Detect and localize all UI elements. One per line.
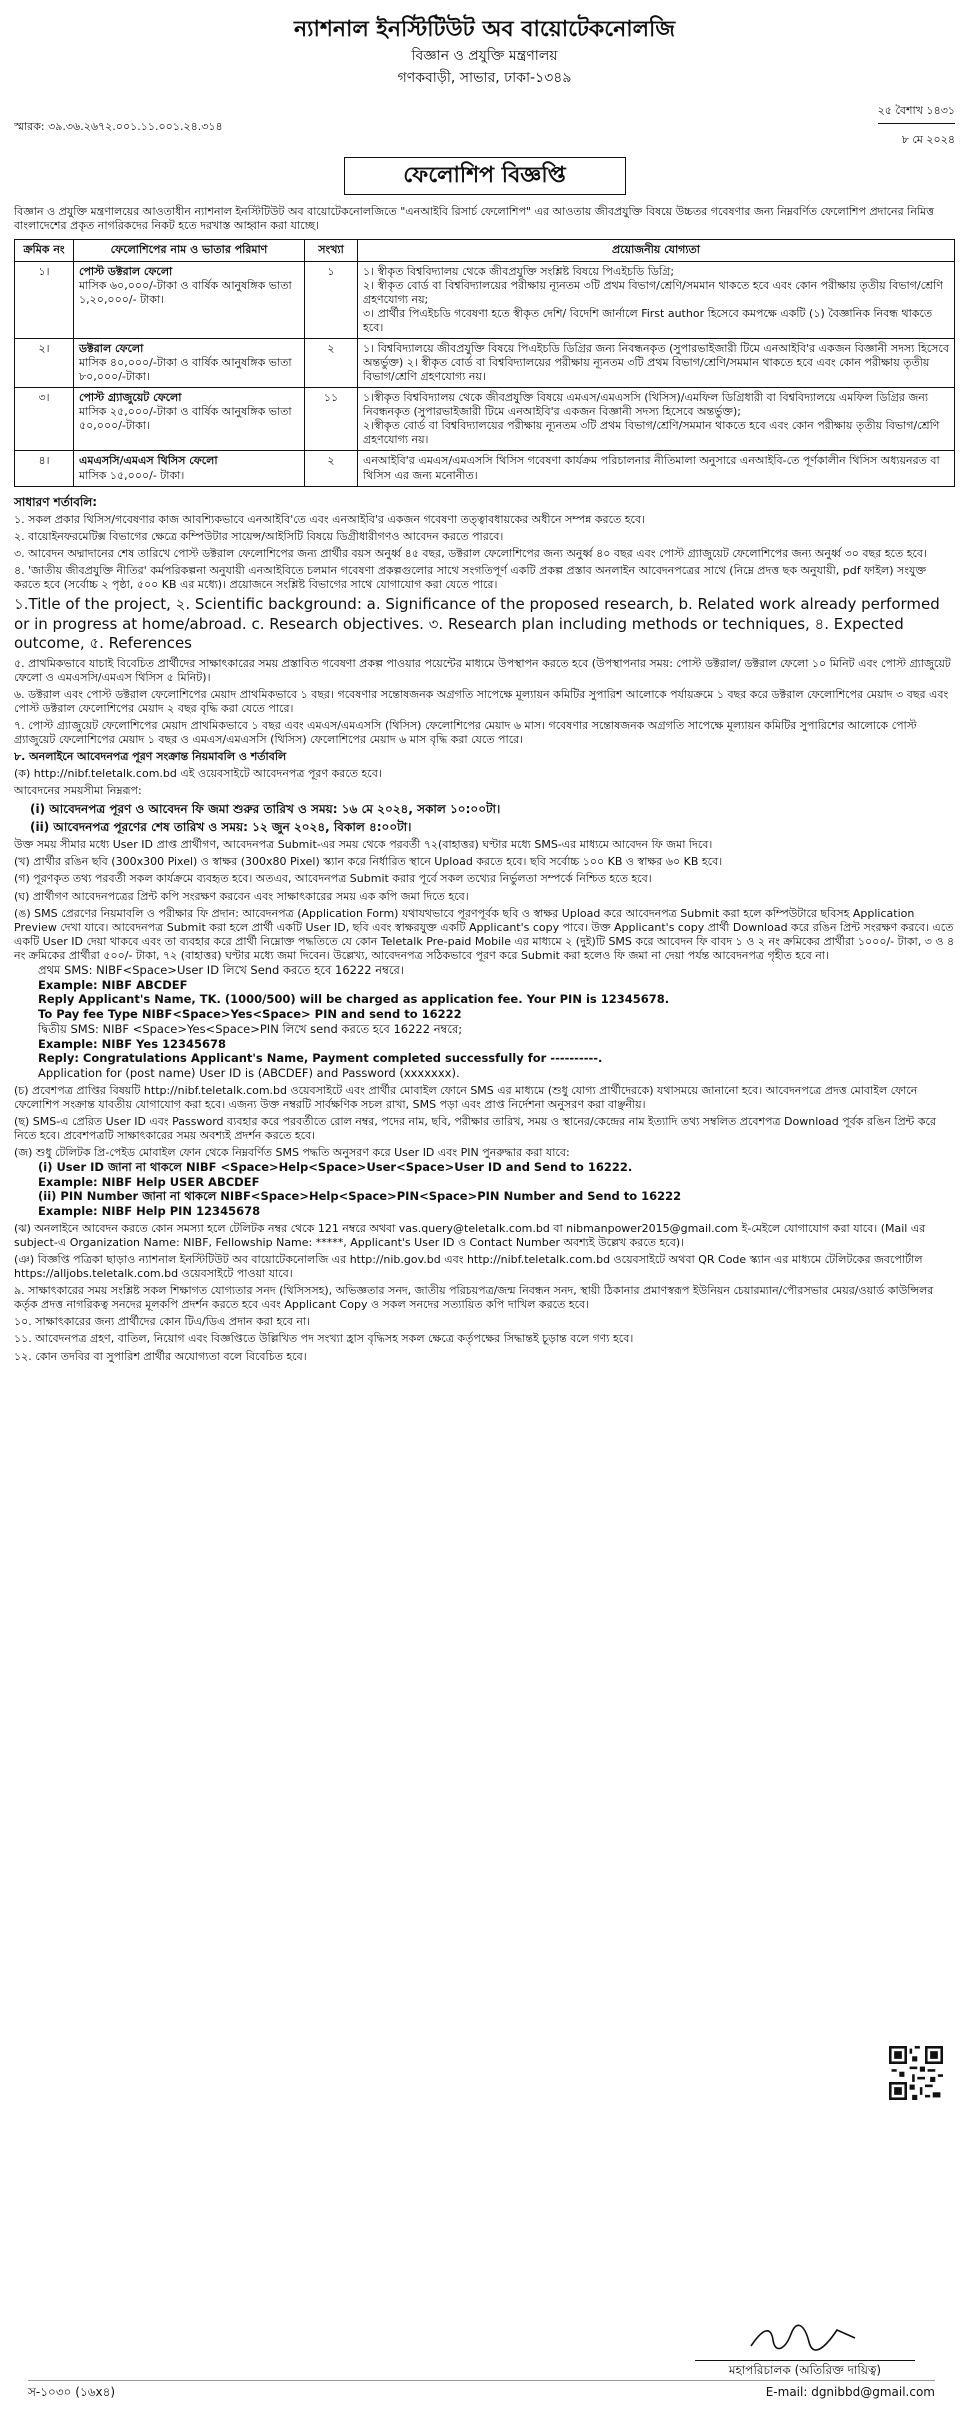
row-fellowship — [74, 338, 305, 387]
sms-reply-2b: Application for (post name) User ID is (ABCDEF) and Password (xxxxxxx). — [38, 1065, 460, 1080]
online-j: (জ) শুধু টেলিটক প্রি-পেইড মোবাইল ফোন থেকে নিম্নবর্ণিত SMS পদ্ধতি অনুসরণ করে User ID এবং PIN পুনরুদ্ধার করা যাবে: — [14, 1145, 570, 1159]
notice-title: ফেলোশিপ বিজ্ঞপ্তি — [344, 157, 626, 195]
condition-8: ৮. অনলাইনে আবেদনপত্র পূরণ সংক্রান্ত নিয়মাবলি ও শর্তাবলি — [14, 750, 287, 764]
date-bangla: ২৫ বৈশাখ ১৪৩১ — [877, 103, 955, 117]
row-qualification: ১।স্বীকৃত বিশ্ববিদ্যালয় থেকে জীবপ্রযুক্তি বিষয়ে এমএস/এমএসসি (থিসিস)/এমফিল ডিগ্রিধারী বা বিশ্ববিদ্যালয়ে এমফিল ডিগ্রির জন্য নিবন্ধনকৃত (সুপারভাইজারী টিমে এনআইবি'র একজন বিজ্ঞানী সদস্য হিসেবে অন্তর্ভুক্ত); ২।স্বীকৃত বোর্ড বা বিশ্ববিদ্যালয়ের পরীক্ষায় ন্যূনতম ৩টি প্রথম বিভাগ/শ্রেণি/সমমান থাকতে হবে এবং কোন পরীক্ষায় তৃতীয় বিভাগ/শ্রেণি গ্রহণযোগ্য নয়। — [358, 388, 955, 451]
online-gh: (ঘ) প্রার্থীগণ আবেদনপত্রের প্রিন্ট কপি সংরক্ষণ করবেন এবং সাক্ষাৎকারের সময় এক কপি জমা দিতে হবে। — [14, 889, 469, 903]
condition-9: ৯. সাক্ষাৎকারের সময় সংশ্লিষ্ট সকল শিক্ষাগত যোগ্যতার সনদ (থিসিসসহ), অভিজ্ঞতার সনদ, জাতীয় পরিচয়পত্র/জন্ম নিবন্ধন সনদ, স্থায়ী ঠিকানার প্রমাণস্বরূপ ইউনিয়ন চেয়ারম্যান/পৌরসভার মেয়র/ওয়ার্ড কাউন্সিলর কর্তৃক প্রদত্ত নাগরিকত্ব সনদের মূলকপি প্রদর্শন করতে হবে এবং Applicant Copy ও সকল সনদের সত্যায়িত কপি দাখিল করতে হবে। — [14, 1284, 934, 1312]
condition-12: ১২. কোন তদবির বা সুপারিশ প্রার্থীর অযোগ্যতা বলে বিবেচিত হবে। — [14, 1349, 307, 1363]
table-header-row — [15, 240, 955, 261]
qr-code-icon[interactable] — [889, 2046, 943, 2100]
signature-icon — [745, 2320, 865, 2356]
signatory-designation: মহাপরিচালক (অতিরিক্ত দায়িত্ব) — [695, 2360, 915, 2378]
time-end: (ii) আবেদনপত্র পূরণের শেষ তারিখ ও সময়: ১২ জুন ২০২৪, বিকাল ৪:০০টা। — [30, 819, 412, 834]
fellowship-name: পোস্ট গ্র্যাজুয়েট ফেলো — [79, 391, 182, 405]
row-count: ১ — [305, 261, 358, 338]
date-english: ৮ মে ২০২৪ — [901, 133, 955, 147]
condition-3: ৩. আবেদন অদ্মাদানের শেষ তারিখে পোস্ট ডক্টরাল ফেলোশিপের জন্য প্রার্থীর বয়স অনুর্ধ্ব ৪৫ বছর, ডক্টরাল ফেলোশিপের জন্য অনুর্ধ্ব ৪০ বছর এবং পোস্ট গ্র্যাজুয়েট ফেলোশিপের জন্য অনুর্ধ্ব ৩০ বছর হতে হবে। — [14, 547, 927, 561]
fellowship-amount: মাসিক ২৫,০০০/-টাকা ও বার্ষিক আনুষঙ্গিক ভাতা ৫০,০০০/-টাকা। — [79, 405, 292, 433]
sms-example-1: Example: NIBF ABCDEF — [38, 977, 188, 992]
sms-pay: To Pay fee Type NIBF<Space>Yes<Space> PIN and send to 16222 — [38, 1007, 462, 1022]
condition-10: ১০. সাক্ষাৎকারের জন্য প্রার্থীদের কোন টিএ/ডিএ প্রদান করা হবে না। — [14, 1315, 311, 1329]
recover-pin: (ii) PIN Number জানা না থাকলে NIBF<Space>Help<Space>PIN<Space>PIN Number and Send to 16222 — [38, 1189, 682, 1204]
online-g: (গ) পূরণকৃত তথ্য পরবর্তী সকল কার্যক্রমে ব্যবহৃত হবে। অতএব, আবেদনপত্র Submit করার পূর্বে সকল তথ্যের নির্ভুলতা সম্পর্কে নিশ্চিত হতে হবে। — [14, 872, 652, 886]
table-row — [15, 338, 955, 387]
row-serial: ৪। — [15, 451, 74, 486]
ministry-name: বিজ্ঞান ও প্রযুক্তি মন্ত্রণালয় — [411, 48, 558, 65]
fellowship-name: পোস্ট ডক্টরাল ফেলো — [79, 264, 173, 278]
online-jh: (ঝ) অনলাইনে আবেদন করতে কোন সমস্যা হলে টেলিটক নম্বর থেকে 121 নম্বরে অথবা vas.query@teletalk.com.bd বা nibmanpower2015@gmail.com ই-মেইলে যোগাযোগ করা যাবে। (Mail এর subject-এ Organization Name: NIBF, Fellowship Name: *****, Applicant's User ID ও Contact Number অবশ্যই উল্লেখ করতে হবে)। — [14, 1221, 926, 1249]
fellowship-table — [14, 239, 955, 486]
table-row — [15, 451, 955, 486]
row-qualification: ১। স্বীকৃত বিশ্ববিদ্যালয় থেকে জীবপ্রযুক্তি সংশ্লিষ্ট বিষয়ে পিএইচডি ডিগ্রি; ২। স্বীকৃত বোর্ড বা বিশ্ববিদ্যালয়ের পরীক্ষায় ন্যূনতম ৩টি প্রথম বিভাগ/শ্রেণি/সমমান থাকতে হবে এবং কোন পরীক্ষায় তৃতীয় বিভাগ/শ্রেণি গ্রহণযোগ্য নয়; ৩। প্রার্থীর পিএইচডি গবেষণা হতে স্বীকৃত দেশি/ বিদেশি জার্নালে First author হিসেবে কমপক্ষে একটি (১) বৈজ্ঞানিক নিবন্ধ থাকতে হবে। — [358, 261, 955, 338]
online-after: উক্ত সময় সীমার মধ্যে User ID প্রাপ্ত প্রার্থীগণ, আবেদনপত্র Submit-এর সময় থেকে পরবর্তী ৭২(বাহাত্তর) ঘণ্টার মধ্যে SMS-এর মাধ্যমে আবেদন ফি জমা দিবে। — [14, 838, 713, 852]
header-qualification: প্রয়োজনীয় যোগ্যতা — [358, 240, 955, 261]
row-count: ২ — [305, 451, 358, 486]
sms-reply-2: Reply: Congratulations Applicant's Name, Payment completed successfully for ----------. — [38, 1051, 603, 1066]
memo-date-row — [14, 102, 955, 149]
row-serial: ১। — [15, 261, 74, 338]
address: গণকবাড়ী, সাভার, ঢাকা-১৩৪৯ — [397, 70, 572, 87]
condition-11: ১১. আবেদনপত্র গ্রহণ, বাতিল, নিয়োগ এবং বিজ্ঞপ্তিতে উল্লিখিত পদ সংখ্যা হ্রাস বৃদ্ধিসহ সকল ক্ষেত্রে কর্তৃপক্ষের সিদ্ধান্তই চূড়ান্ত বলে গণ্য হবে। — [14, 1332, 634, 1346]
online-ng: (ঙ) SMS প্রেরণের নিয়মাবলি ও পরীক্ষার ফি প্রদান: আবেদনপত্র (Application Form) যথাযথভাবে পূরণপূর্বক ছবি ও স্বাক্ষর Upload করে আবেদনপত্র Submit করা হলে কম্পিউটারে ছবিসহ Application Preview দেখা যাবে। আবেদনপত্র Submit করা হলে প্রার্থী একটি User ID, ছবি এবং স্বাক্ষরযুক্ত একটি Applicant's copy পাবে। উক্ত Applicant's copy প্রার্থী Download করে রঙিন প্রিন্ট সংরক্ষণ করবে। এতে একটি User ID দেয়া থাকবে এবং তা ব্যবহার করে প্রার্থী নিম্নোক্ত পদ্ধতিতে যে কোন Teletalk Pre-paid Mobile এর মাধ্যমে ২ (দুই)টি SMS করে আবেদন ফি বাবদ ১ ও ২ নং ক্রমিকের প্রার্থীরা ১০০০/- টাকা, ৩ ও ৪ নং ক্রমিকের প্রার্থীরা ৫০০/- টাকা, ৭২ (বাহাত্তর) ঘণ্টার মধ্যে জমা দিবেন। উল্লেখ্য, আবেদনপত্র সঠিকভাবে পূরণ করে Submit করা হলেও ফি জমা না দেয়া পর্যন্ত আবেদনপত্র গৃহীত হবে না। — [14, 906, 955, 962]
time-title: আবেদনের সময়সীমা নিম্নরূপ: — [14, 784, 142, 798]
date-block — [878, 102, 955, 149]
recover-pin-example: Example: NIBF Help PIN 12345678 — [38, 1204, 261, 1219]
signature-block — [695, 2320, 915, 2378]
institute-name: ন্যাশনাল ইনস্টিটিউট অব বায়োটেকনোলজি — [293, 17, 676, 42]
row-serial: ২। — [15, 338, 74, 387]
fellowship-name: এমএসসি/এমএস থিসিস ফেলো — [79, 454, 218, 468]
header-serial: ক্রমিক নং — [15, 240, 74, 261]
header-name: ফেলোশিপের নাম ও ভাতার পরিমাণ — [74, 240, 305, 261]
condition-4: ৪. 'জাতীয় জীবপ্রযুক্তি নীতির' কর্মপরিকল্পনা অনুযায়ী এনআইবিতে চলমান গবেষণা প্রকল্পগুলোর সাথে সংগতিপূর্ণ একটি প্রকল্প প্রস্তাব অনলাইন আবেদনপত্রের সাথে (নিম্নে প্রদত্ত ছক অনুযায়ী, pdf ফাইল) সংযুক্ত করতে হবে (সর্বোচ্চ ২ পৃষ্ঠা, ৫০০ KB এর মধ্যে)। প্রয়োজনে সংশ্লিষ্ট বিভাগের সাথে যোগাযোগ করা যেতে পারে। — [14, 564, 927, 592]
recover-userid-example: Example: NIBF Help USER ABCDEF — [38, 1174, 260, 1189]
row-qualification: এনআইবি'র এমএস/এমএসসি থিসিস গবেষণা কার্যক্রম পরিচালনার নীতিমালা অনুসারে এনআইবি-তে পূর্ণকালীন থিসিস অধ্যয়নরত বা থিসিস এর জন্য মনোনীত। — [358, 451, 955, 486]
online-ch: (চ) প্রবেশপত্র প্রাপ্তির বিষয়টি http://nibf.teletalk.com.bd ওয়েবসাইটে এবং প্রার্থীর মোবাইল ফোনে SMS এর মাধ্যমে (শুধু যোগ্য প্রার্থীদেরকে) যথাসময়ে জানানো হবে। আবেদনপত্রে প্রদত্ত মোবাইল ফোনে ফেলোশিপ সংক্রান্ত যাবতীয় যোগাযোগ করা হবে। এজন্য উক্ত নম্বরটি সার্বক্ষণিক সচল রাখা, SMS পড়া এবং প্রাপ্ত নির্দেশনা অনুসরণ করা বাঞ্ছনীয়। — [14, 1083, 918, 1111]
condition-6: ৬. ডক্টরাল এবং পোস্ট ডক্টরাল ফেলোশিপের মেয়াদ প্রাথমিকভাবে ১ বছর। গবেষণার সন্তোষজনক অগ্রগতি সাপেক্ষে মূল্যায়ন কমিটির সুপারিশ আলোকে পর্যায়ক্রমে ১ বছর করে ডক্টরাল ফেলোশিপের মেয়াদ ৩ বছর এবং পোস্ট ডক্টরাল ফেলোশিপের মেয়াদ ২ বছর বৃদ্ধি করা যেতে পারে। — [14, 688, 949, 716]
sms-example-2: Example: NIBF Yes 12345678 — [38, 1036, 227, 1051]
condition-2: ২. বায়োইনফরমেটিক্স বিভাগের ক্ষেত্রে কম্পিউটার সায়েন্স/আইসিটি বিষয়ে ডিগ্রীধারীগণও আবেদন করতে পারবে। — [14, 530, 504, 544]
fellowship-amount: মাসিক ১৫,০০০/- টাকা। — [79, 468, 185, 482]
print-code: স-১০৩০ (১৬x৪) — [28, 2385, 116, 2399]
memo-number: স্মারক: ৩৯.৩৬.২৬৭২.০০১.১১.০০১.২৪.৩১৪ — [14, 119, 223, 133]
notice-page — [14, 0, 955, 2399]
table-row — [15, 261, 955, 338]
time-start: (i) আবেদনপত্র পূরণ ও আবেদন ফি জমা শুরুর তারিখ ও সময়: ১৬ মে ২০২৪, সকাল ১০:০০টা। — [30, 801, 501, 816]
fellowship-amount: মাসিক ৬০,০০০/-টাকা ও বার্ষিক আনুষঙ্গিক ভাতা ১,২০,০০০/- টাকা। — [79, 278, 292, 306]
online-nio: (ঞ) বিজ্ঞপ্তি পত্রিকা ছাড়াও ন্যাশনাল ইনস্টিটিউট অব বায়োটেকনোলজি এর http://nib.gov.bd এবং http://nibf.teletalk.com.bd ওয়েবসাইটে অথবা QR Code স্ক্যান এর মাধ্যমে টেলিটকের জবপোর্টাল https://alljobs.teletalk.com.bd ওয়েবসাইটে পাওয়া যাবে। — [14, 1253, 923, 1281]
condition-1: ১. সকল প্রকার থিসিস/গবেষণার কাজ আবশ্যিকভাবে এনআইবি'তে এবং এনআইবি'র একজন গবেষণা তত্ত্বাবধায়কের অধীনে সম্পন্ন করতে হবে। — [14, 512, 646, 526]
proposal-outline: ১.Title of the project, ২. Scientific background: a. Significance of the proposed research, b. Related work already performed or in progress at home/abroad. c. Research objectives. ৩. Research plan including methods or techniques, ৪. Expected outcome, ৫. References — [14, 595, 940, 653]
row-qualification: ১। বিশ্ববিদ্যালয়ে জীবপ্রযুক্তি বিষয়ে পিএইচডি ডিগ্রির জন্য নিবন্ধনকৃত (সুপারভাইজারী টিমে এনআইবি'র একজন বিজ্ঞানী সদস্য হিসেবে অন্তর্ভুক্ত) ২। স্বীকৃত বোর্ড বা বিশ্ববিদ্যালয়ের পরীক্ষায় ন্যূনতম ৩টি প্রথম বিভাগ/শ্রেণি/সমমান থাকতে হবে এবং কোন পরীক্ষায় তৃতীয় বিভাগ/শ্রেণি গ্রহণযোগ্য নয়। — [358, 338, 955, 387]
email: E-mail: dgnibbd@gmail.com — [765, 2385, 935, 2399]
row-count: ১১ — [305, 388, 358, 451]
sms-first: প্রথম SMS: NIBF<Space>User ID লিখে Send করতে হবে 16222 নম্বরে। — [38, 962, 404, 977]
fellowship-name: ডক্টরাল ফেলো — [79, 341, 144, 355]
row-fellowship — [74, 388, 305, 451]
recover-userid: (i) User ID জানা না থাকলে NIBF <Space>Help<Space>User<Space>User ID and Send to 16222. — [38, 1160, 633, 1175]
row-fellowship — [74, 261, 305, 338]
online-kh: (খ) প্রার্থীর রঙিন ছবি (300x300 Pixel) ও স্বাক্ষর (300x80 Pixel) স্ক্যান করে নির্ধারিত স্থানে Upload করতে হবে। ছবি সর্বোচ্চ ১০০ KB ও স্বাক্ষর ৬০ KB হবে। — [14, 855, 723, 869]
condition-7: ৭. পোস্ট গ্র্যাজুয়েট ফেলোশিপের মেয়াদ প্রাথমিকভাবে ১ বছর এবং এমএস/এমএসসি (থিসিস) ফেলোশিপের মেয়াদ ৬ মাস। গবেষণার সন্তোষজনক অগ্রগতি সাপেক্ষে মূল্যায়ন কমিটির সুপারিশের আলোকে পোস্ট গ্র্যাজুয়েট ফেলোশিপের মেয়াদ ১ বছর ও এমএস/এমএসসি (থিসিস) ফেলোশিপের মেয়াদ ৬ মাস বৃদ্ধি করা যেতে পারে। — [14, 719, 917, 747]
table-row — [15, 388, 955, 451]
row-serial: ৩। — [15, 388, 74, 451]
header-count: সংখ্যা — [305, 240, 358, 261]
online-chh: (ছ) SMS-এ প্রেরিত User ID এবং Password ব্যবহার করে পরবর্তীতে রোল নম্বর, পদের নাম, ছবি, পরীক্ষার তারিখ, সময় ও স্থানের/কেন্দ্রের নাম ইত্যাদি তথ্য সম্বলিত প্রবেশপত্র Download পূর্বক রঙিন প্রিন্ট করে নিতে হবে। প্রবেশপত্রটি সাক্ষাৎকারের সময় অবশ্যই প্রদর্শন করতে হবে। — [14, 1114, 937, 1142]
fellowship-amount: মাসিক ৪০,০০০/-টাকা ও বার্ষিক আনুষঙ্গিক ভাতা ৮০,০০০/-টাকা। — [79, 355, 292, 384]
date-divider — [878, 123, 955, 128]
sms-second: দ্বিতীয় SMS: NIBF <Space>Yes<Space>PIN লিখে send করতে হবে 16222 নম্বরে; — [38, 1021, 463, 1036]
row-fellowship — [74, 451, 305, 486]
intro-paragraph: বিজ্ঞান ও প্রযুক্তি মন্ত্রণালয়ের আওতাধীন ন্যাশনাল ইনস্টিটিউট অব বায়োটেকনোলজিতে "এনআইবি রিসার্চ ফেলোশিপ" এর আওতায় জীবপ্রযুক্তি বিষয়ে উচ্চতর গবেষণার জন্য নিম্নবর্ণিত ফেলোশিপ প্রদানের নিমিত্ত বাংলাদেশের প্রকৃত নাগরিকদের নিকট হতে দরখাস্ত আহ্বান করা যাচ্ছে। — [14, 205, 935, 233]
row-count: ২ — [305, 338, 358, 387]
general-conditions-title: সাধারণ শর্তাবলি: — [14, 494, 98, 509]
footer — [28, 2380, 935, 2400]
sms-reply-1: Reply Applicant's Name, TK. (1000/500) will be charged as application fee. Your PIN is 12345678. — [38, 992, 670, 1007]
condition-5: ৫. প্রাথমিকভাবে যাচাই বিবেচিত প্রার্থীদের সাক্ষাৎকারের সময় প্রস্তাবিত গবেষণা প্রকল্প পাওয়ার পয়েন্টের মাধ্যমে উপস্থাপন করতে হবে (উপস্থাপনার সময়: পোস্ট ডক্টরাল/ ডক্টরাল ফেলো ১০ মিনিট এবং পোস্ট গ্র্যাজুয়েট ফেলো ও এমএসসি/এমএস থিসিস ৫ মিনিট)। — [14, 656, 951, 684]
online-k: (ক) http://nibf.teletalk.com.bd এই ওয়েবসাইটে আবেদনপত্র পূরণ করতে হবে। — [14, 767, 382, 781]
